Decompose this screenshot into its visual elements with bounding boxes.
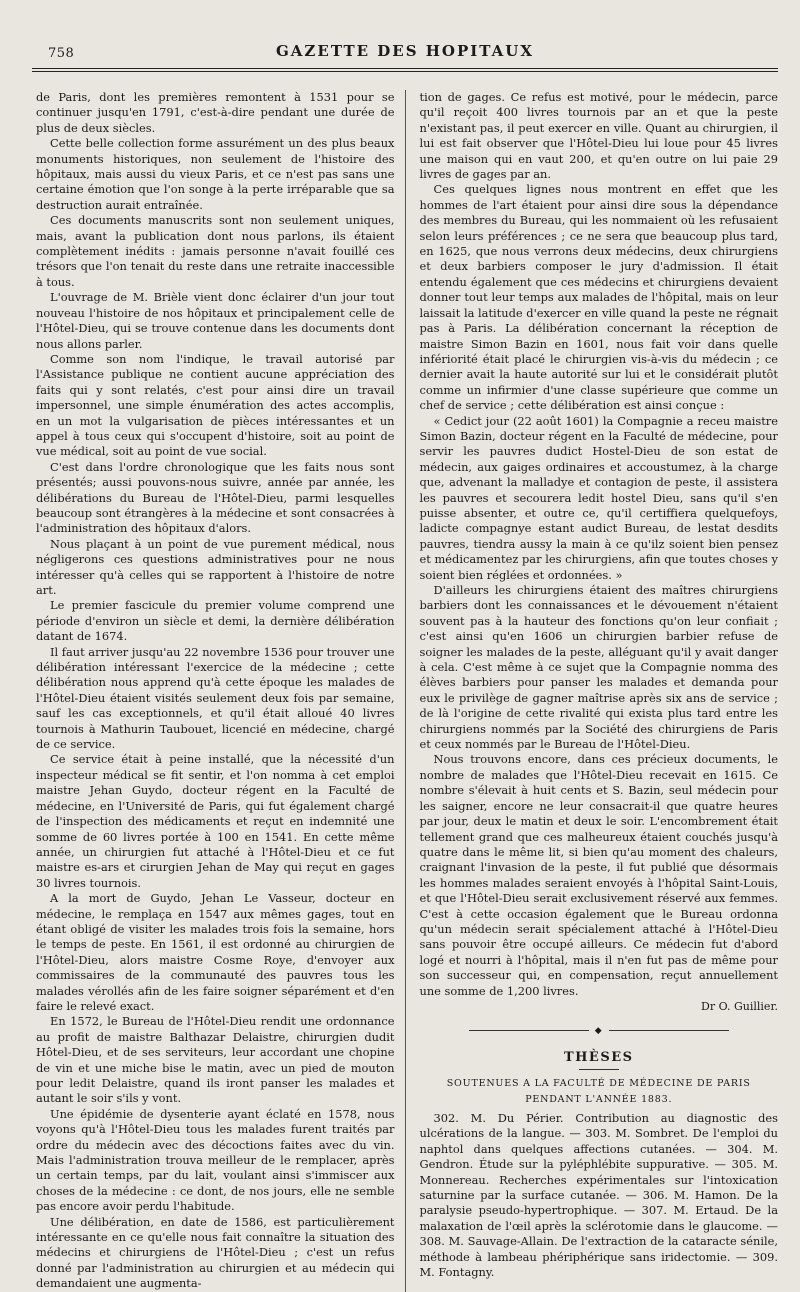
paragraph: Une délibération, en date de 1586, est particulièrement intéressante en ce qu'elle nous fait connaître la situation des médecins et chirurgiens de l'Hôtel-Dieu ; c'est un refus donné par l'administration au chirurgien et au médecin qui demandaient une augmenta-	[36, 1214, 395, 1291]
title-underline	[579, 1069, 619, 1070]
page-header	[32, 38, 778, 68]
header-rule-double	[32, 71, 778, 72]
page-number: 758	[48, 46, 75, 61]
paragraph: Ce service était à peine installé, que la nécessité d'un inspecteur médical se fit sentir, et l'on nomma à cet emploi maistre Jehan Guydo, docteur régent en la Faculté de médecine, en l'Université de Paris, qui fut également chargé de l'inspection des médicaments et reçut en indemnité une somme de 60 livres portée à 100 en 1541. En cette même année, un chirurgien fut attaché à l'Hôtel-Dieu et ce fut maistre es-ars et cirurgien Jehan de May qui reçut en gages 30 livres tournois.	[36, 752, 395, 890]
author-signature: Dr O. Guillier.	[701, 999, 778, 1013]
right-column	[420, 90, 779, 1292]
paragraph: Ces quelques lignes nous montrent en effet que les hommes de l'art étaient pour ainsi dire sous la dépendance des membres du Bureau, qui les nommaient où les refusaient selon leurs préférences ; ce ne sera que beaucoup plus tard, en 1625, que nous verrons deux médecins, deux chirurgiens et deux barbiers composer le jury d'admission. Il était entendu également que ces médecins et chirurgiens devaient donner tout leur temps aux malades de l'hôpital, mais on leur laissait la latitude d'exercer en ville quand la peste ne régnait pas à Paris. La délibération concernant la réception de maistre Simon Bazin en 1601, nous fait voir dans quelle infériorité était placé le chirurgien vis-à-vis du médecin ; ce dernier avait la haute autorité sur lui et le considérait plutôt comme un infirmier d'une classe supérieure que comme un chef de service ; cette délibération est ainsi conçue :	[419, 182, 778, 413]
quotation-paragraph: « Cedict jour (22 août 1601) la Compagnie a receu maistre Simon Bazin, docteur régent en la Faculté de médecine, pour servir les pauvres dudict Hostel-Dieu de son estat de médecin, aux gaiges ordinaires et accoustumez, à la charge que, advenant la malladye et contagion de peste, il assistera les pauvres et secourera ledit hostel Dieu, sans qu'il s'en puisse absenter, et outre ce, qu'il certiffiera quelquefoys, ladicte compagnye estant audict Bureau, de lestat desdits pauvres, tiendra aussy la main à ce qu'ilz soient bien pensez et médicamentez par les chirurgiens, afin que toutes choses y soient bien réglées et ordonnées. »	[419, 413, 778, 582]
paragraph: Nous plaçant à un point de vue purement médical, nous négligerons ces questions administratives pour ne nous intéresser qu'à celles qui se rapportent à l'histoire de notre art.	[36, 536, 395, 597]
header-rule	[32, 68, 778, 69]
paragraph: Comme son nom l'indique, le travail autorisé par l'Assistance publique ne contient aucune appréciation des faits qui y sont relatés, c'est pour ainsi dire un travail impersonnel, une simple énumération des actes accomplis, en un mot la vulgarisation de pièces intéressantes et un appel à tous ceux qui s'occupent d'histoire, soit au point de vue médical, soit au point de vue social.	[36, 351, 395, 459]
paragraph: En 1572, le Bureau de l'Hôtel-Dieu rendit une ordonnance au profit de maistre Balthazar Delaistre, chirurgien dudit Hôtel-Dieu, et de ses serviteurs, leur accordant une chopine de vin et une miche bise le matin, avec un pied de mouton pour ledit Delaistre, quand ils iront panser les malades et autant le soir s'ils y vont.	[36, 1014, 395, 1106]
running-title: GAZETTE DES HOPITAUX	[275, 42, 534, 60]
separator-line	[609, 1030, 729, 1031]
paragraph: L'ouvrage de M. Brièle vient donc éclairer d'un jour tout nouveau l'histoire de nos hôpitaux et principalement celle de l'Hôtel-Dieu, qui se trouve contenue dans les documents dont nous allons parler.	[36, 290, 395, 351]
paragraph: Le premier fascicule du premier volume comprend une période d'environ un siècle et demi, la dernière délibération datant de 1674.	[36, 598, 395, 644]
paragraph: C'est dans l'ordre chronologique que les faits nous sont présentés; aussi pouvons-nous suivre, année par année, les délibérations du Bureau de l'Hôtel-Dieu, parmi lesquelles beaucoup sont étrangères à la médecine et sont consacrées à l'administration des hôpitaux d'alors.	[36, 459, 395, 536]
paragraph: Nous trouvons encore, dans ces précieux documents, le nombre de malades que l'Hôtel-Dieu recevait en 1615. Ce nombre s'élevait à huit cents et S. Bazin, seul médecin pour les saigner, encore ne leur consacrait-il que quatre heures par jour, deux le matin et deux le soir. L'encombrement était tellement grand que ces malheureux étaient couchés jusqu'à quatre dans le même lit, si bien qu'au moment des chaleurs, craignant l'invasion de la peste, il fut publié que désormais les hommes malades seraient envoyés à l'hôpital Saint-Louis, et que l'Hôtel-Dieu serait exclusivement réservé aux femmes. C'est à cette occasion également que le Bureau ordonna qu'un médecin serait spécialement attaché à l'Hôtel-Dieu sans pouvoir être occupé ailleurs. Ce médecin fut d'abord logé et nourri à l'hôpital, mais il n'en fut pas de même pour son successeur qui, en compensation, reçut annuellement une somme de 1,200 livres.	[419, 752, 778, 998]
paragraph: D'ailleurs les chirurgiens étaient des maîtres chirurgiens barbiers dont les connaissances et le dévouement n'étaient souvent pas à la hauteur des fonctions qu'on leur confiait ; c'est ainsi qu'en 1606 un chirurgien barbier refuse de soigner les malades de la peste, alléguant qu'il y avait danger à cela. C'est même à ce sujet que la Compagnie nomma des élèves barbiers pour panser les malades et demanda pour eux le privilège de gagner maîtrise après six ans de service ; de là l'origine de cette rivalité qui exista plus tard entre les chirurgiens nommés par la Société des chirurgiens de Paris et ceux nommés par le Bureau de l'Hôtel-Dieu.	[419, 583, 778, 752]
section-separator	[420, 1022, 779, 1039]
paragraph: tion de gages. Ce refus est motivé, pour le médecin, parce qu'il reçoit 400 livres tournois par an et que la peste n'existant pas, il peut exercer en ville. Quant au chirurgien, il lui est fait observer que l'Hôtel-Dieu lui loue pour 45 livres une maison qui en vaut 200, et qu'en outre on lui paie 29 livres de gages par an.	[419, 90, 778, 182]
paragraph: A la mort de Guydo, Jehan Le Vasseur, docteur en médecine, le remplaça en 1547 aux mêmes gages, tout en étant obligé de visiter les malades trois fois la semaine, hors le temps de peste. En 1561, il est ordonné au chirurgien de l'Hôtel-Dieu, alors maistre Cosme Roye, d'envoyer aux commissaires de la communauté des pauvres tous les malades vérollés afin de les faire soigner séparément et d'en faire le relevé exact.	[36, 891, 395, 1013]
separator-line	[469, 1030, 589, 1031]
paragraph: de Paris, dont les premières remontent à 1531 pour se continuer jusqu'en 1791, c'est-à-dire pendant une durée de plus de deux siècles.	[36, 90, 395, 135]
left-column	[36, 90, 406, 1292]
diamond-ornament-icon: ◆	[594, 1026, 603, 1037]
paragraph: Une épidémie de dysenterie ayant éclaté en 1578, nous voyons qu'à l'Hôtel-Dieu tous les malades furent traités par ordre du médecin avec des décoctions faites avec du vin. Mais l'administration trouva meilleur de le remplacer, après un certain temps, par du lait, voulant ainsi s'immiscer aux choses de la médecine : ce dont, de nos jours, elle ne semble pas encore avoir perdu l'habitude.	[36, 1106, 395, 1214]
paragraph: Cette belle collection forme assurément un des plus beaux monuments historiques, non seulement de l'histoire des hôpitaux, mais aussi du vieux Paris, et ce n'est pas sans une certaine émotion que l'on songe à la perte irréparable que sa destruction aurait entraînée.	[36, 136, 395, 212]
theses-list	[420, 1111, 779, 1280]
paragraph: Il faut arriver jusqu'au 22 novembre 1536 pour trouver une délibération intéressant l'exercice de la médecine ; cette délibération nous apprend qu'à cette époque les malades de l'Hôtel-Dieu étaient visités seulement deux fois par semaine, sauf les cas exceptionnels, et qu'il était alloué 40 livres tournois à Mathurin Taubouet, licencié en médecine, chargé de ce service.	[36, 644, 395, 752]
section-subtitle: SOUTENUES A LA FACULTÉ DE MÉDECINE DE PARIS PENDANT L'ANNÉE 1883.	[446, 1078, 751, 1105]
section-title: THÈSES	[563, 1049, 634, 1065]
text-columns	[36, 90, 778, 1292]
theses-text: 302. M. Du Périer. Contribution au diagnostic des ulcérations de la langue. — 303. M. Sombret. De l'emploi du naphtol dans quelques affections cutanées. — 304. M. Gendron. Étude sur la pyléphlébite suppurative. — 305. M. Monnereau. Recherches expérimentales sur l'intoxication saturnine par la surface cutanée. — 306. M. Hamon. De la paralysie pseudo-hypertrophique. — 307. M. Ertaud. De la malaxation de l'œil après la sclérotomie dans le glaucome. — 308. M. Sauvage-Allain. De l'extraction de la cataracte sénile, méthode à lambeau phériphérique sans iridectomie. — 309. M. Fontagny.	[419, 1111, 778, 1280]
paragraph: Ces documents manuscrits sont non seulement uniques, mais, avant la publication dont nous parlons, ils étaient complètement inédits : jamais personne n'avait fouillé ces trésors que l'on tenait du reste dans une retraite inaccessible à tous.	[36, 213, 395, 289]
